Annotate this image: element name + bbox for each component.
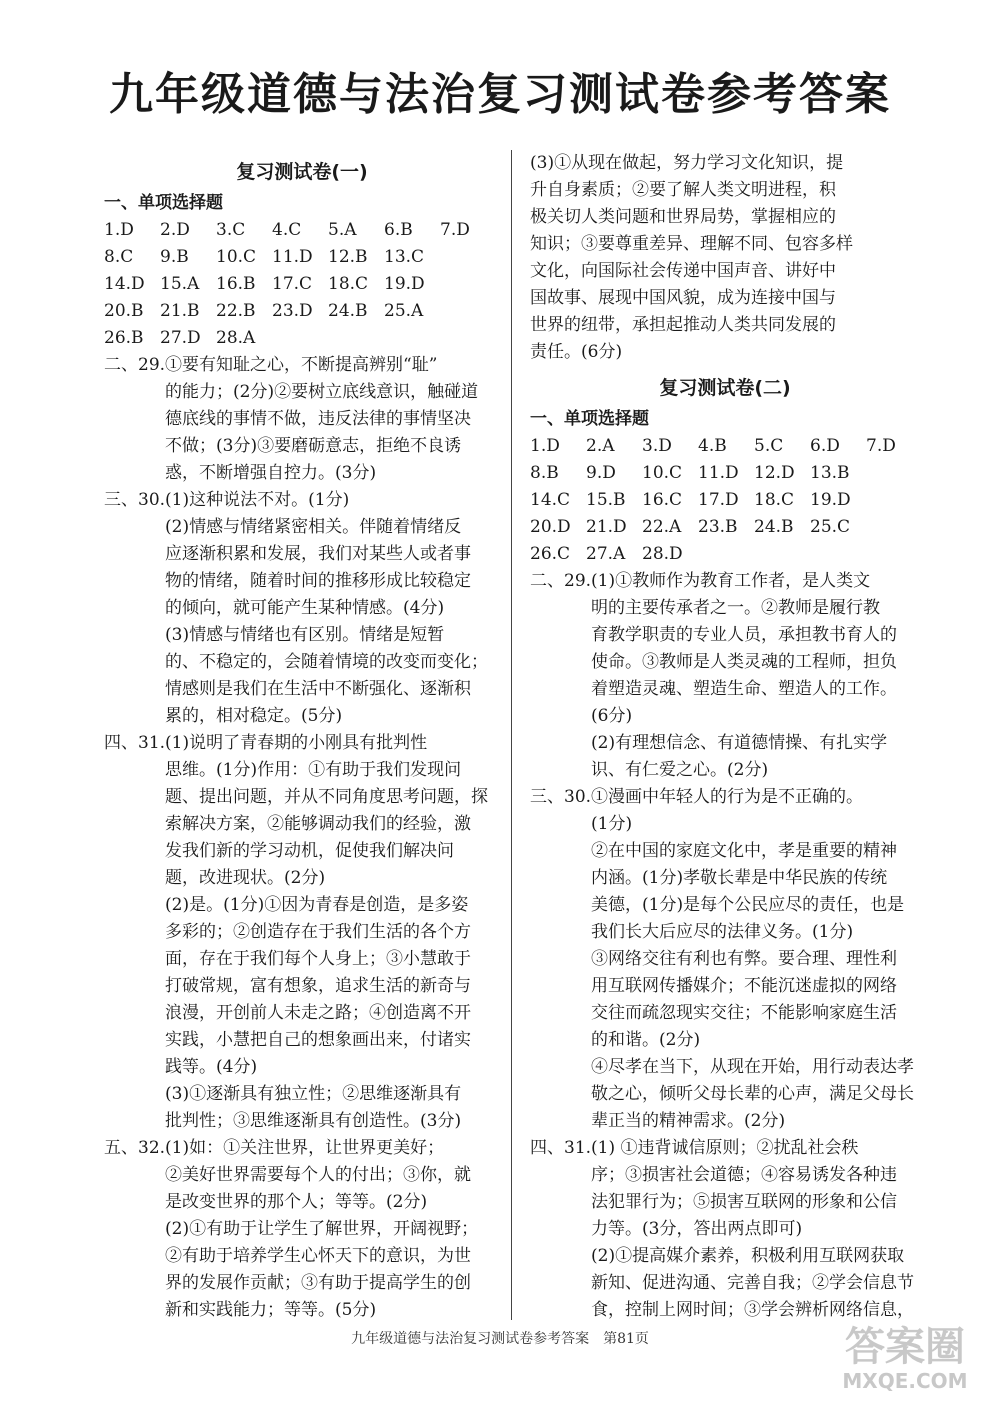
answer-line: 美德，(1分)是每个公民应尽的责任，也是: [591, 895, 905, 915]
mc-answer: 24.B: [328, 301, 368, 321]
answer-line: 世界的纽带，承担起推动人类共同发展的: [530, 315, 836, 335]
answer-line: (2)有理想信念、有道德情操、有扎实学: [591, 733, 888, 753]
answer-line: 新和实践能力；等等。(5分): [165, 1300, 377, 1320]
answer-line: (1)说明了青春期的小刚具有批判性: [165, 733, 428, 753]
answer-lines: [591, 568, 920, 784]
answer-line: 的、不稳定的，会随着情境的改变而变化；: [165, 652, 489, 672]
mc-answer: 5.A: [328, 220, 357, 240]
mc-answer-row: [530, 487, 920, 514]
mc-answer: 6.D: [810, 436, 840, 456]
mc-answer: 21.D: [586, 517, 627, 537]
mc-answer: 22.A: [642, 517, 682, 537]
answer-line: 情感则是我们在生活中不断强化、逐渐积: [165, 679, 472, 699]
mc-answer: 11.D: [272, 247, 313, 267]
answer-line: 法犯罪行为；⑤损害互联网的形象和公信: [591, 1192, 898, 1212]
mc-answer: 21.B: [160, 301, 200, 321]
answer-line: 序；③损害社会道德；④容易诱发各种违: [591, 1165, 898, 1185]
mc-answer: 13.B: [810, 463, 850, 483]
mc-answer: 19.D: [384, 274, 425, 294]
answer-line: 物的情绪，随着时间的推移形成比较稳定: [165, 571, 472, 591]
answer-line: 惑，不断增强自控力。(3分): [165, 463, 377, 483]
answer-lines: [165, 1135, 500, 1324]
mc-answer: 13.C: [384, 247, 425, 267]
question-label: 四、31.: [530, 1138, 592, 1158]
mc-answer: 24.B: [754, 517, 794, 537]
mc-answer: 19.D: [810, 490, 851, 510]
answer-line: (2)①有助于让学生了解世界，开阔视野；: [165, 1219, 479, 1239]
page-footer: 九年级道德与法治复习测试卷参考答案 第81页: [351, 1331, 649, 1347]
answer-line: 的倾向，就可能产生某种情感。(4分): [165, 598, 445, 618]
question-label: 二、29.: [530, 571, 592, 591]
mc-answer: 17.D: [698, 490, 739, 510]
right-column: [530, 150, 920, 1324]
answer-lines: [165, 487, 500, 730]
answer-line: 浪漫，开创前人未走之路；④创造离不开: [165, 1003, 472, 1023]
mc-heading-1: 一、单项选择题: [104, 193, 223, 213]
mc-answer: 10.C: [642, 463, 683, 483]
page-title: 九年级道德与法治复习测试卷参考答案: [109, 69, 891, 120]
mc-answer: 9.D: [586, 463, 616, 483]
watermark-url: MXQE.COM: [842, 1369, 968, 1393]
mc-answer: 1.D: [104, 220, 134, 240]
mc-answer: 26.B: [104, 328, 144, 348]
mc-answer: 14.C: [530, 490, 571, 510]
question-31-block: [104, 730, 500, 1135]
column-divider: [511, 150, 512, 1320]
mc-answer: 25.A: [384, 301, 424, 321]
mc-answer: 2.D: [160, 220, 190, 240]
mc-answer-row: [104, 244, 500, 271]
answer-line: 的能力；(2分)②要树立底线意识，触碰道: [165, 382, 479, 402]
answer-lines: [165, 730, 500, 1135]
mc-answer-row: [530, 541, 920, 568]
answer-line: 食，控制上网时间；③学会辨析网络信息，: [591, 1300, 915, 1320]
answer-line: (2)是。(1分)①因为青春是创造，是多姿: [165, 895, 469, 915]
mc-answer-row: [530, 433, 920, 460]
mc-answer: 11.D: [698, 463, 739, 483]
mc-answer: 16.B: [216, 274, 256, 294]
mc-answer: 25.C: [810, 517, 851, 537]
answer-line: (1)这种说法不对。(1分): [165, 490, 350, 510]
answer-line: (3)①逐渐具有独立性；②思维逐渐具有: [165, 1084, 462, 1104]
answer-line: 责任。(6分): [530, 342, 623, 362]
question-29-block: [104, 352, 500, 487]
question-29-block: [530, 568, 920, 784]
answer-line: (6分): [591, 706, 633, 726]
answer-line: (3)情感与情绪也有区别。情绪是短暂: [165, 625, 445, 645]
question-label: 三、30.: [104, 490, 166, 510]
mc-answer: 9.B: [160, 247, 189, 267]
question-label: 五、32.: [104, 1138, 166, 1158]
mc-answer-row: [104, 298, 500, 325]
question-31-block: [530, 1135, 920, 1324]
mc-answer: 5.C: [754, 436, 784, 456]
answer-line: (1分): [591, 814, 633, 834]
answer-line: 育教学职责的专业人员，承担教书育人的: [591, 625, 898, 645]
mc-answer: 15.A: [160, 274, 200, 294]
section-title-1: 复习测试卷(一): [236, 161, 368, 183]
answer-line: 我们长大后应尽的法律义务。(1分): [591, 922, 854, 942]
answer-line: 题，改进现状。(2分): [165, 868, 326, 888]
mc-answers-1: [104, 217, 500, 352]
left-column: [104, 150, 500, 1324]
answer-line: 升自身素质；②要了解人类文明进程，积: [530, 180, 836, 200]
mc-answer: 3.C: [216, 220, 246, 240]
answer-line: 的和谐。(2分): [591, 1030, 701, 1050]
answer-line: 践等。(4分): [165, 1057, 258, 1077]
mc-answer: 27.A: [586, 544, 626, 564]
mc-answer: 3.D: [642, 436, 672, 456]
mc-answer: 7.D: [440, 220, 470, 240]
mc-answer-row: [104, 325, 500, 352]
answer-line: 累的，相对稳定。(5分): [165, 706, 343, 726]
answer-line: ②在中国的家庭文化中，孝是重要的精神: [591, 841, 898, 861]
mc-answer: 28.A: [216, 328, 256, 348]
answer-line: 国故事、展现中国风貌，成为连接中国与: [530, 288, 836, 308]
answer-line: 打破常规，富有想象，追求生活的新奇与: [165, 976, 472, 996]
answer-line: ①要有知耻之心，不断提高辨别“耻”: [165, 355, 438, 375]
answer-line: 敬之心，倾听父母长辈的心声，满足父母长: [591, 1084, 915, 1104]
answer-line: 批判性；③思维逐渐具有创造性。(3分): [165, 1111, 462, 1131]
mc-answer: 2.A: [586, 436, 615, 456]
mc-answer: 27.D: [160, 328, 201, 348]
answer-line: ①漫画中年轻人的行为是不正确的。: [591, 787, 864, 807]
mc-answer: 28.D: [642, 544, 683, 564]
mc-answer: 20.B: [104, 301, 144, 321]
answer-line: 题、提出问题，并从不同角度思考问题，探: [165, 787, 489, 807]
mc-answer: 23.D: [272, 301, 313, 321]
mc-answers-2: [530, 433, 920, 568]
mc-answer: 7.D: [866, 436, 896, 456]
answer-line: 力等。(3分，答出两点即可): [591, 1219, 803, 1239]
answer-line: 实践，小慧把自己的想象画出来，付诸实: [165, 1030, 472, 1050]
mc-answer: 16.C: [642, 490, 683, 510]
question-label: 四、31.: [104, 733, 166, 753]
answer-line: 极关切人类问题和世界局势，掌握相应的: [530, 207, 836, 227]
mc-answer: 20.D: [530, 517, 571, 537]
answer-line: ④尽孝在当下，从现在开始，用行动表达孝: [591, 1057, 915, 1077]
answer-line: 不做；(3分)③要磨砺意志，拒绝不良诱: [165, 436, 462, 456]
mc-answer: 12.D: [754, 463, 795, 483]
answer-line: (3)①从现在做起，努力学习文化知识，提: [530, 153, 844, 173]
mc-answer: 14.D: [104, 274, 145, 294]
section-title-2: 复习测试卷(二): [659, 377, 791, 399]
mc-answer: 17.C: [272, 274, 313, 294]
answer-lines: [591, 784, 920, 1135]
mc-answer: 26.C: [530, 544, 571, 564]
answer-line: 明的主要传承者之一。②教师是履行教: [591, 598, 881, 618]
mc-answer: 22.B: [216, 301, 256, 321]
mc-answer-row: [530, 460, 920, 487]
answer-line: 新知、促进沟通、完善自我；②学会信息节: [591, 1273, 915, 1293]
answer-line: 使命。③教师是人类灵魂的工程师，担负: [591, 652, 898, 672]
answer-line: 内涵。(1分)孝敬长辈是中华民族的传统: [591, 868, 888, 888]
mc-answer: 10.C: [216, 247, 257, 267]
mc-answer: 18.C: [754, 490, 795, 510]
answer-line: 识、有仁爱之心。(2分): [591, 760, 769, 780]
mc-answer: 4.C: [272, 220, 302, 240]
question-32-block: [104, 1135, 500, 1324]
mc-answer-row: [104, 217, 500, 244]
mc-answer: 15.B: [586, 490, 626, 510]
mc-answer: 6.B: [384, 220, 413, 240]
answer-line: 辈正当的精神需求。(2分): [591, 1111, 786, 1131]
mc-answer: 8.B: [530, 463, 559, 483]
answer-line: (1)①教师作为教育工作者，是人类文: [591, 571, 871, 591]
mc-answer-row: [104, 271, 500, 298]
answer-line: 是改变世界的那个人；等等。(2分): [165, 1192, 428, 1212]
continued-answer: [530, 150, 920, 366]
watermark-logo: [820, 1325, 990, 1397]
answer-line: 发我们新的学习动机，促使我们解决问: [165, 841, 455, 861]
mc-answer: 18.C: [328, 274, 369, 294]
question-label: 三、30.: [530, 787, 592, 807]
answer-line: ②有助于培养学生心怀天下的意识，为世: [165, 1246, 472, 1266]
answer-line: 着塑造灵魂、塑造生命、塑造人的工作。: [591, 679, 898, 699]
answer-line: 文化，向国际社会传递中国声音、讲好中: [530, 261, 836, 281]
answer-line: 界的发展作贡献；③有助于提高学生的创: [165, 1273, 472, 1293]
question-30-block: [530, 784, 920, 1135]
question-30-block: [104, 487, 500, 730]
answer-line: 面，存在于我们每个人身上；③小慧敢于: [165, 949, 472, 969]
answer-line: (1)如：①关注世界，让世界更美好；: [165, 1138, 445, 1158]
mc-answer: 8.C: [104, 247, 134, 267]
answer-line: ③网络交往有利也有弊。要合理、理性利: [591, 949, 898, 969]
answer-line: 用互联网传播媒介；不能沉迷虚拟的网络: [591, 976, 898, 996]
question-label: 二、29.: [104, 355, 166, 375]
answer-line: 思维。(1分)作用：①有助于我们发现问: [165, 760, 462, 780]
answer-lines: [165, 352, 500, 487]
answer-line: (2)情感与情绪紧密相关。伴随着情绪反: [165, 517, 462, 537]
answer-line: (1) ①违背诚信原则；②扰乱社会秩: [591, 1138, 859, 1158]
answer-line: ②美好世界需要每个人的付出；③你，就: [165, 1165, 472, 1185]
mc-answer: 23.B: [698, 517, 738, 537]
answer-line: 多彩的；②创造存在于我们生活的各个方: [165, 922, 472, 942]
answer-line: 应逐渐积累和发展，我们对某些人或者事: [165, 544, 472, 564]
answer-line: 索解决方案，②能够调动我们的经验，激: [165, 814, 472, 834]
mc-answer: 4.B: [698, 436, 727, 456]
watermark-text: 答案圈: [845, 1324, 965, 1370]
answer-line: 交往而疏忽现实交往；不能影响家庭生活: [591, 1003, 898, 1023]
answer-line: (2)①提高媒介素养，积极利用互联网获取: [591, 1246, 905, 1266]
mc-answer: 1.D: [530, 436, 560, 456]
mc-answer-row: [530, 514, 920, 541]
mc-heading-2: 一、单项选择题: [530, 409, 649, 429]
answer-line: 知识；③要尊重差异、理解不同、包容多样: [530, 234, 853, 254]
mc-answer: 12.B: [328, 247, 368, 267]
answer-line: 德底线的事情不做，违反法律的事情坚决: [165, 409, 472, 429]
answer-lines: [591, 1135, 920, 1324]
